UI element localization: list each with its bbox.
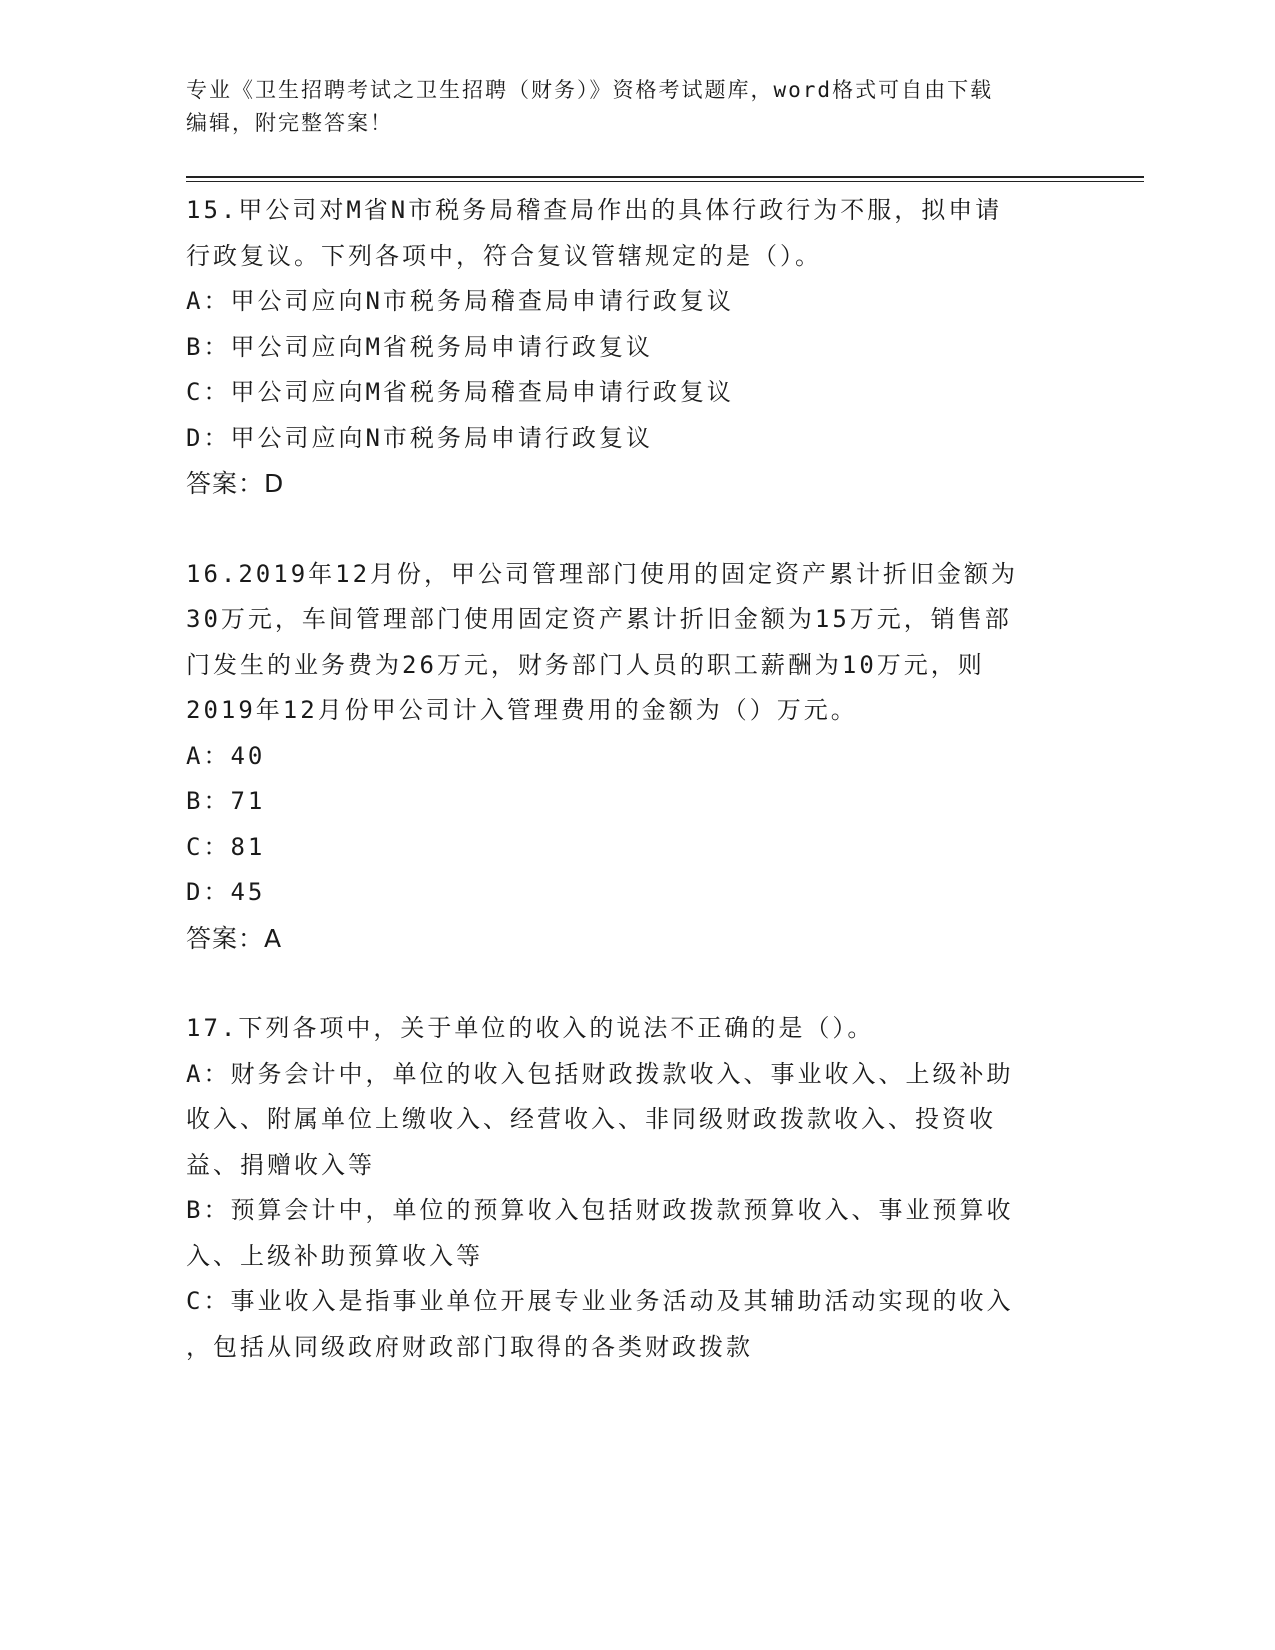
option-a-line: 益、捐赠收入等 xyxy=(186,1150,375,1179)
option-b: B：71 xyxy=(186,787,266,815)
option-a: A：40 xyxy=(186,741,266,770)
option-c-line: C：事业收入是指事业单位开展专业业务活动及其辅助活动实现的收入 xyxy=(186,1287,1014,1315)
option-b-line: B：预算会计中，单位的预算收入包括财政拨款预算收入、事业预算收 xyxy=(186,1196,1014,1224)
option-a-line: A：财务会计中，单位的收入包括财政拨款收入、事业收入、上级补助 xyxy=(186,1059,1014,1088)
question-stem-line: 17.下列各项中，关于单位的收入的说法不正确的是（）。 xyxy=(186,1014,875,1042)
option-a-line: 收入、附属单位上缴收入、经营收入、非同级财政拨款收入、投资收 xyxy=(186,1105,996,1133)
option-c-line: ，包括从同级政府财政部门取得的各类财政拨款 xyxy=(186,1332,753,1361)
answer-label: 答案：D xyxy=(186,469,285,498)
option-b-line: 入、上级补助预算收入等 xyxy=(186,1241,483,1270)
question-stem-line: 15.甲公司对M省N市税务局稽查局作出的具体行政行为不服，拟申请 xyxy=(186,196,1003,224)
question-stem-line: 30万元，车间管理部门使用固定资产累计折旧金额为15万元，销售部 xyxy=(186,605,1012,633)
header-divider-thick xyxy=(186,176,1144,178)
question-stem-line: 2019年12月份甲公司计入管理费用的金额为（）万元。 xyxy=(186,696,858,724)
question-16 xyxy=(186,552,1086,962)
question-stem-line: 16.2019年12月份，甲公司管理部门使用的固定资产累计折旧金额为 xyxy=(186,559,1019,588)
question-stem-line: 行政复议。下列各项中，符合复议管辖规定的是（）。 xyxy=(186,241,822,270)
header-line-1: 专业《卫生招聘考试之卫生招聘（财务）》资格考试题库，word格式可自由下载 xyxy=(186,78,994,102)
option-b: B：甲公司应向M省税务局申请行政复议 xyxy=(186,332,653,361)
option-d: D：甲公司应向N市税务局申请行政复议 xyxy=(186,423,653,452)
answer-label: 答案：A xyxy=(186,923,283,953)
document-header xyxy=(186,74,1086,140)
option-c: C：81 xyxy=(186,832,266,861)
question-15 xyxy=(186,188,1086,507)
question-list xyxy=(186,188,1086,1415)
header-line-2: 编辑，附完整答案！ xyxy=(186,111,393,135)
option-c: C：甲公司应向M省税务局稽查局申请行政复议 xyxy=(186,378,734,406)
question-17 xyxy=(186,1006,1086,1370)
option-a: A：甲公司应向N市税务局稽查局申请行政复议 xyxy=(186,287,734,315)
question-stem-line: 门发生的业务费为26万元，财务部门人员的职工薪酬为10万元，则 xyxy=(186,650,985,679)
option-d: D：45 xyxy=(186,878,266,906)
header-divider-thin xyxy=(186,181,1144,182)
